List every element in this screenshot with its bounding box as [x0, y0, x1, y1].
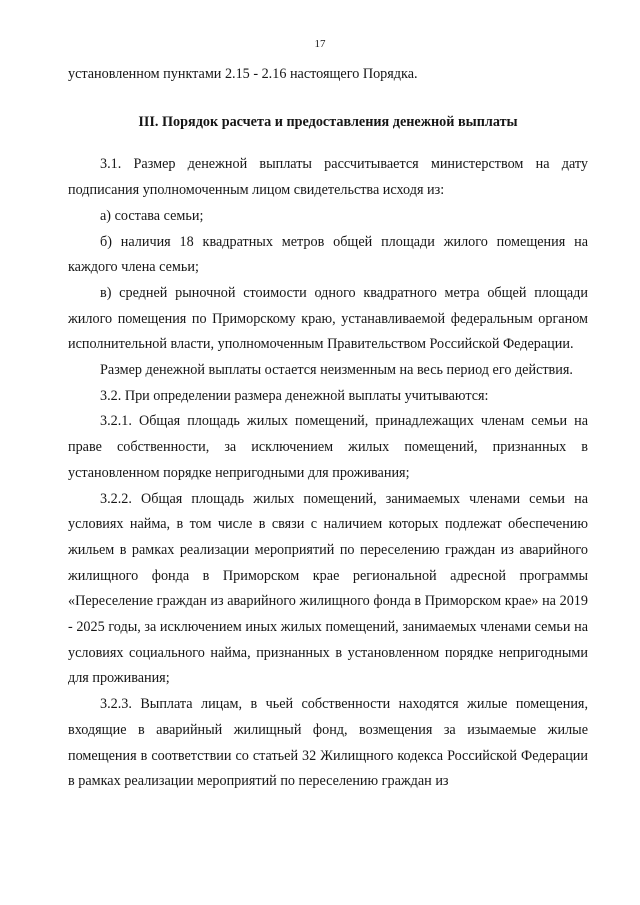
- paragraph-3-2-1: 3.2.1. Общая площадь жилых помещений, принадлежащих членам семьи на праве собственности, за исключением жилых помещений, признанных в установленном порядке непригодными для проживания;: [68, 413, 588, 481]
- paragraph-3-2-3: 3.2.3. Выплата лицам, в чьей собственности находятся жилые помещения, входящие в аварийный жилищный фонд, возмещения за изымаемые жилые помещения в соответствии со статьей 32 Жилищного кодекса Российской Федерации в рамках реализации мероприятий по переселению граждан из: [68, 696, 588, 790]
- list-item-a: а) состава семьи;: [100, 207, 204, 224]
- section-heading: III. Порядок расчета и предоставления денежной выплаты: [138, 113, 518, 130]
- paragraph-3-2: 3.2. При определении размера денежной выплаты учитываются:: [100, 387, 489, 404]
- paragraph-payment-unchanged: Размер денежной выплаты остается неизменным на весь период его действия.: [100, 362, 573, 379]
- document-body: [68, 62, 588, 795]
- continuation-paragraph: установленном пунктами 2.15 - 2.16 настоящего Порядка.: [68, 66, 418, 82]
- paragraph-3-1: 3.1. Размер денежной выплаты рассчитывается министерством на дату подписания уполномоченным лицом свидетельства исходя из:: [68, 156, 588, 199]
- paragraph-3-2-2: 3.2.2. Общая площадь жилых помещений, занимаемых членами семьи на условиях найма, в том числе в связи с наличием которых подлежат обеспечению жильем в рамках реализации мероприятий по переселению граждан из аварийного жилищного фонда в Приморском крае региональной адресной программы «Переселение граждан из аварийного жилищного фонда в Приморском крае» на 2019 - 2025 годы, за исключением иных жилых помещений, занимаемых членами семьи на условиях социального найма, признанных в установленном порядке непригодными для проживания;: [68, 490, 588, 687]
- page-number: 17: [314, 38, 326, 50]
- list-item-c: в) средней рыночной стоимости одного квадратного метра общей площади жилого помещения по Приморскому краю, устанавливаемой федеральным органом исполнительной власти, уполномоченным Правительством Российской Федерации.: [68, 284, 588, 353]
- list-item-b: б) наличия 18 квадратных метров общей площади жилого помещения на каждого члена семьи;: [68, 233, 588, 276]
